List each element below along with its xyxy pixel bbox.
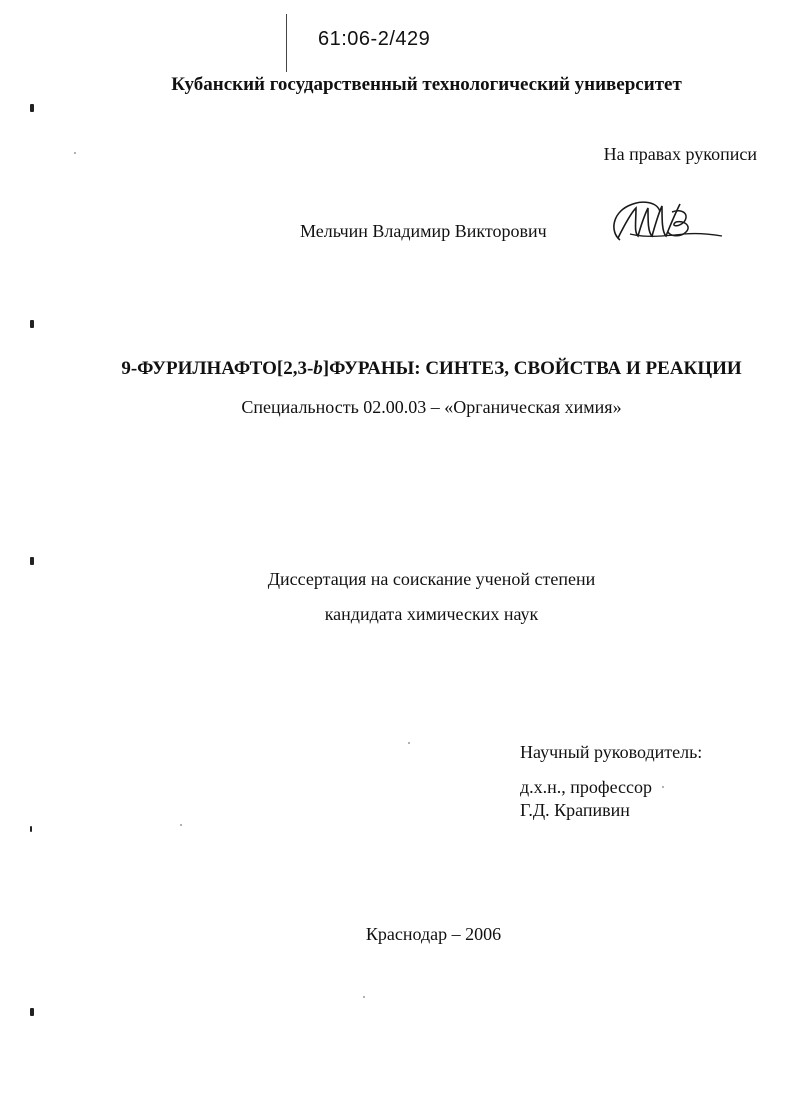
city-year: Краснодар – 2006 [365,924,502,944]
author-name: Мельчин Владимир Викторович [300,221,547,241]
advisor-name: Г.Д. Крапивин [520,800,630,820]
scan-speck [363,996,365,998]
dissertation-degree-line1: Диссертация на соискание ученой степени [267,569,596,589]
advisor-label: Научный руководитель: [520,742,703,762]
signature-image [606,192,726,254]
scan-margin-mark [30,320,34,328]
dissertation-degree-line2: кандидата химических наук [324,604,539,624]
scan-speck [180,824,182,826]
rights-note: На правах рукописи [603,144,757,164]
margin-rule [286,14,287,72]
dissertation-title: 9-ФУРИЛНАФТО[2,3-b]ФУРАНЫ: СИНТЕЗ, СВОЙСТВА И РЕАКЦИИ [121,358,742,379]
scan-margin-mark [30,1008,34,1016]
scan-speck [662,786,664,788]
archive-code: 61:06-2/429 [318,28,431,50]
scan-margin-mark [30,557,34,565]
university-name: Кубанский государственный технологический университет [171,74,682,95]
advisor-degree: д.х.н., профессор [520,777,653,797]
specialty: Специальность 02.00.03 – «Органическая химия» [241,397,622,417]
scan-speck [74,152,76,154]
scan-speck [408,742,410,744]
scan-margin-mark [30,104,34,112]
scan-margin-mark [30,826,32,832]
